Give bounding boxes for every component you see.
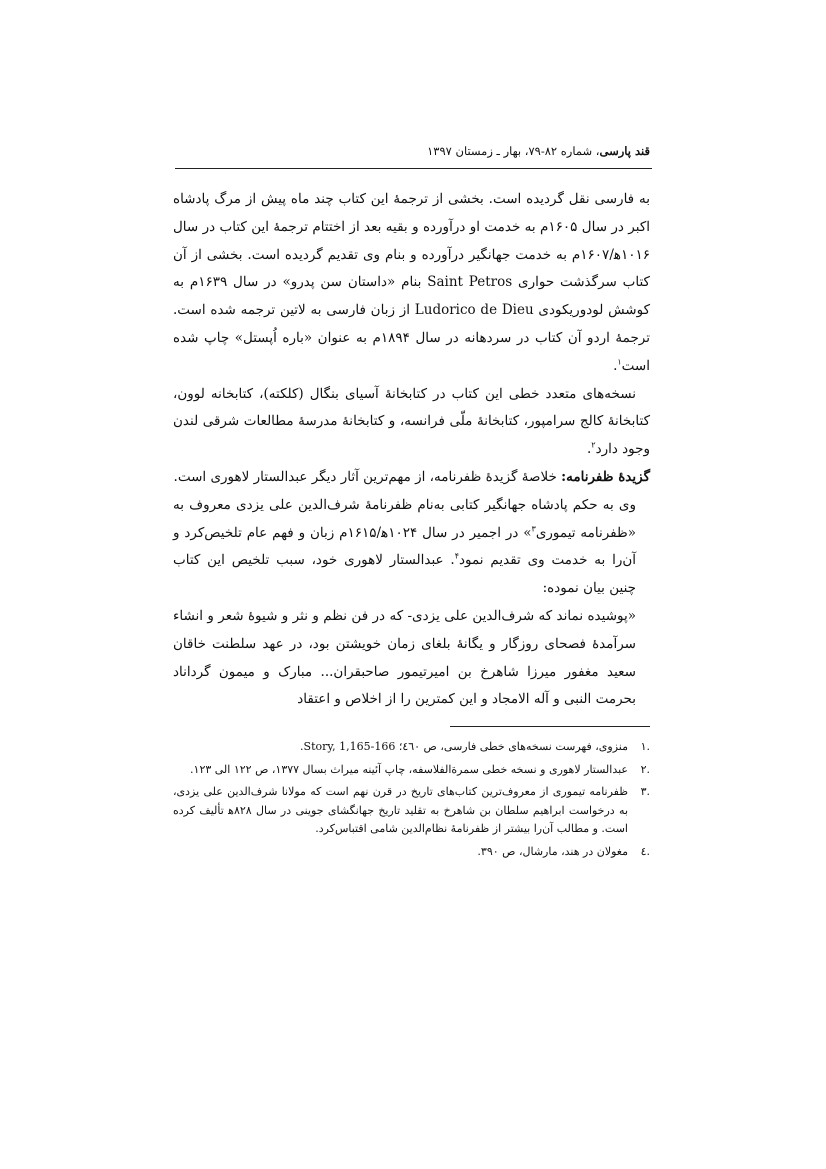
- journal-title: قند پارسی: [599, 144, 650, 158]
- paragraph-4-text-b: » در اجمیر در سال ۱۰۲۴ه‍/۱۶۱۵م زبان و فهم عام تلخیص‌کرد و آن‌را به خدمت وی تقدیم نمود: [173, 524, 636, 569]
- footnote-ref-2: ۲: [591, 440, 596, 450]
- main-text: [173, 186, 650, 714]
- footnote-text: مغولان در هند، مارشال، ص ۳۹۰.: [477, 844, 628, 858]
- footnote-ref-4: ۴: [454, 551, 460, 561]
- paragraph-4-text-c: . عبدالستار لاهوری خود، سبب تلخیص این کتاب چنین بیان نموده:: [173, 552, 636, 597]
- footnote-item: [173, 738, 650, 757]
- footnotes: [173, 738, 650, 865]
- footnote-number: .۱: [640, 740, 650, 753]
- paragraph-4: [173, 492, 650, 603]
- section-lead: گزیدهٔ ظفرنامه:: [561, 468, 650, 485]
- running-head: [170, 143, 650, 159]
- paragraph-2: [173, 381, 650, 464]
- quotation: «پوشیده نماند که شرف‌الدین علی یزدی- که در فن نظم و نثر و شیوهٔ شعر و انشاء سرآمدهٔ فصحای روزگار و یگانهٔ بلغای زمان خویشتن بود، در عهد سلطنت خاقان سعید مغفور میرزا شاهرخ بن امیرتیمور صاحبقران... مبارک و میمون گرداناد بحرمت النبی و آله الامجاد و این کمترین را از اخلاص و اعتقاد: [173, 607, 636, 708]
- footnote-item: [173, 761, 650, 780]
- paragraph-3-text: خلاصهٔ گزیدهٔ ظفرنامه، از مهم‌ترین آثار دیگر عبدالستار لاهوری است.: [173, 468, 562, 485]
- footnote-number: .٤: [640, 844, 650, 858]
- paragraph-4-text-a: وی به حکم پادشاه جهانگیر کتابی به‌نام ظفرنامهٔ شرف‌الدین علی یزدی معروف به «ظفرنامه تیموری: [173, 496, 637, 541]
- header-rule: [175, 168, 652, 169]
- footnote-ref-1: ۱: [617, 357, 622, 367]
- paragraph-1-end: .: [613, 357, 618, 374]
- footnote-text: عبدالستار لاهوری و نسخه خطی سمرةالفلاسفه، چاپ آئینه میراث بسال ۱۳۷۷، ص ۱۲۲ الی ۱۲۳.: [190, 762, 628, 776]
- footnote-ref-3: ۳: [531, 524, 536, 534]
- paragraph-3: [173, 464, 650, 492]
- paragraph-1-text: به فارسی نقل گردیده است. بخشی از ترجمهٔ این کتاب چند ماه پیش از مرگ پادشاه اکبر در سال ۱۶۰۵م به خدمت او درآورده و بقیه بعد از اختتام ترجمهٔ این کتاب در سال ۱۰۱۶ه‍/۱۶۰۷م به خدمت جهانگیر درآورده و بنام وی تقدیم گردیده است. بخشی از آن کتاب سرگذشت حواری Saint Petros بنام «داستان سن پدرو» در سال ۱۶۳۹م به کوشش لودوریکودی Ludorico de Dieu از زبان فارسی به لاتین ترجمه شده است. ترجمهٔ اردو آن کتاب در سردهانه در سال ۱۸۹۴م به عنوان «باره اُپستل» چاپ شده است: [173, 191, 651, 374]
- footnote-rule: [450, 726, 650, 727]
- footnote-text: منزوی، فهرست نسخه‌های خطی فارسی، ص ٤٦٠؛ Story, 1,165-166.: [300, 740, 628, 753]
- footnote-text: ظفرنامه تیموری از معروف‌ترین کتاب‌های تاریخ در قرن نهم است که مولانا شرف‌الدین علی یزدی، به درخواست ابراهیم سلطان بن شاهرخ به تقلید تاریخ جهانگشای جوینی در سال ۸۲۸ه‍ تألیف کرده است. و مطالب آن‌را بیشتر از ظفرنامهٔ نظام‌الدین شامی اقتباس‌کرد.: [173, 785, 629, 835]
- paragraph-2-text: نسخه‌های متعدد خطی این کتاب در کتابخانهٔ آسیای بنگال (کلکته)، کتابخانه لوون، کتابخانهٔ کالج سرامپور، کتابخانهٔ ملّی فرانسه، و کتابخانهٔ مدرسهٔ مطالعات شرقی لندن وجود دارد: [173, 385, 650, 458]
- footnote-number: .۲: [640, 762, 650, 776]
- paragraph-2-end: .: [586, 441, 592, 458]
- issue-info: ، شماره ۸۲-۷۹، بهار ـ زمستان ۱۳۹۷: [427, 144, 600, 158]
- paragraph-1: [173, 186, 650, 381]
- footnote-number: .۳: [640, 785, 650, 798]
- footnote-item: [173, 783, 650, 839]
- footnote-item: [173, 843, 650, 862]
